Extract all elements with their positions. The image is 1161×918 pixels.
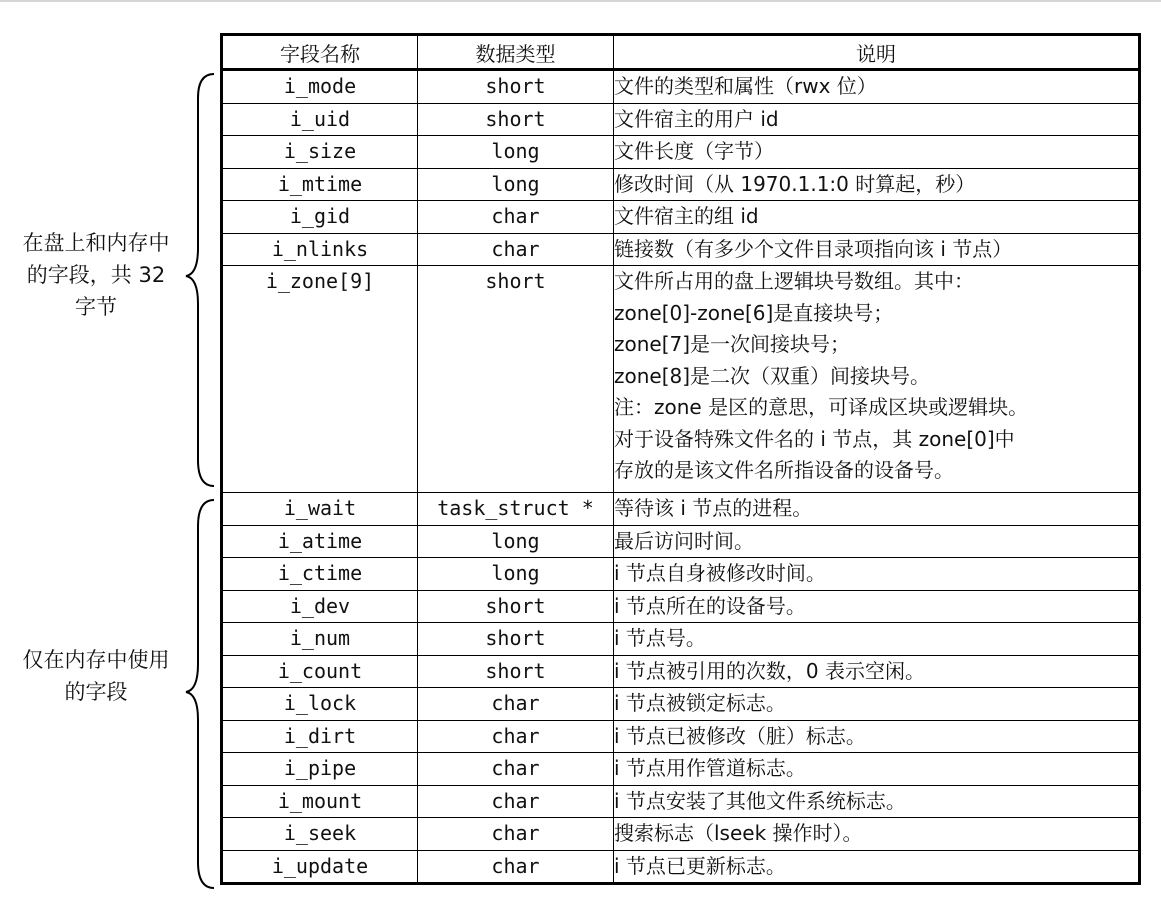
data-type: long: [418, 168, 614, 201]
description-line: 文件所占用的盘上逻辑块号数组。其中：: [614, 269, 974, 293]
table-row: [222, 70, 1140, 104]
group-label-line: 字节: [75, 295, 117, 319]
description: i 节点号。: [614, 623, 1140, 656]
description: 文件的类型和属性（rwx 位）: [614, 70, 1140, 104]
table-row: [222, 168, 1140, 201]
table-row: [222, 818, 1140, 851]
data-type: char: [418, 688, 614, 721]
field-name: i_zone[9]: [222, 266, 418, 493]
data-type: short: [418, 623, 614, 656]
table-row: [222, 623, 1140, 656]
brace-memory-group: [186, 500, 214, 888]
table-row: [222, 233, 1140, 266]
description-line: 对于设备特殊文件名的 i 节点，其 zone[0]中: [614, 426, 1015, 451]
table-row: [222, 136, 1140, 169]
table-row-zone: [222, 266, 1140, 493]
data-type: char: [418, 818, 614, 851]
field-name: i_size: [222, 136, 418, 169]
description-line: zone[0]-zone[6]是直接块号；: [614, 300, 894, 325]
data-type: char: [418, 753, 614, 786]
field-name: i_mode: [222, 70, 418, 104]
data-type: long: [418, 558, 614, 591]
table-row: [222, 590, 1140, 623]
table-row: [222, 558, 1140, 591]
data-type: short: [418, 590, 614, 623]
description: i 节点用作管道标志。: [614, 753, 1140, 786]
field-name: i_gid: [222, 201, 418, 234]
description: i 节点被引用的次数，0 表示空闲。: [614, 655, 1140, 688]
brace-disk-group: [186, 74, 214, 486]
field-name: i_dev: [222, 590, 418, 623]
top-divider-line: [0, 0, 1161, 2]
description: 链接数（有多少个文件目录项指向该 i 节点）: [614, 233, 1140, 266]
data-type: char: [418, 201, 614, 234]
data-type: long: [418, 525, 614, 558]
field-name: i_pipe: [222, 753, 418, 786]
group-label-line: 在盘上和内存中: [22, 231, 170, 255]
description-line: 注：zone 是区的意思，可译成区块或逻辑块。: [614, 395, 1029, 419]
field-name: i_update: [222, 850, 418, 884]
description-line: zone[7]是一次间接块号；: [614, 332, 851, 356]
group-label-line: 的字段，共 32: [26, 263, 166, 287]
data-type: char: [418, 850, 614, 884]
description: 最后访问时间。: [614, 525, 1140, 558]
description: i 节点自身被修改时间。: [614, 558, 1140, 591]
field-name: i_num: [222, 623, 418, 656]
field-name: i_atime: [222, 525, 418, 558]
header-description: 说明: [614, 35, 1140, 70]
description: i 节点被锁定标志。: [614, 688, 1140, 721]
table-row: [222, 785, 1140, 818]
data-type: task_struct *: [418, 493, 614, 526]
data-type: char: [418, 720, 614, 753]
data-type: short: [418, 103, 614, 136]
header-data-type: 数据类型: [418, 35, 614, 70]
description: 等待该 i 节点的进程。: [614, 493, 1140, 526]
header-field-name: 字段名称: [222, 35, 418, 70]
description-line: zone[8]是二次（双重）间接块号。: [614, 363, 931, 388]
description: 文件宿主的用户 id: [614, 103, 1140, 136]
description: i 节点所在的设备号。: [614, 590, 1140, 623]
table-row: [222, 720, 1140, 753]
inode-fields-table: [220, 33, 1141, 885]
description: 搜索标志（lseek 操作时）。: [614, 818, 1140, 851]
description: 文件宿主的组 id: [614, 201, 1140, 234]
field-name: i_dirt: [222, 720, 418, 753]
field-name: i_lock: [222, 688, 418, 721]
table-row: [222, 688, 1140, 721]
table-row: [222, 493, 1140, 526]
group-label-memory-only: [6, 644, 186, 708]
description: i 节点安装了其他文件系统标志。: [614, 785, 1140, 818]
field-name: i_uid: [222, 103, 418, 136]
description: 修改时间（从 1970.1.1:0 时算起，秒）: [614, 168, 1140, 201]
field-name: i_seek: [222, 818, 418, 851]
description: 文件长度（字节）: [614, 136, 1140, 169]
data-type: long: [418, 136, 614, 169]
field-name: i_mount: [222, 785, 418, 818]
group-label-disk-and-memory: [6, 227, 186, 323]
group-label-line: 的字段: [64, 680, 128, 704]
table-row: [222, 655, 1140, 688]
table-row: [222, 525, 1140, 558]
table-row: [222, 103, 1140, 136]
curly-braces: [180, 60, 220, 900]
data-type: short: [418, 655, 614, 688]
field-name: i_mtime: [222, 168, 418, 201]
description-line: 存放的是该文件名所指设备的设备号。: [614, 458, 954, 482]
table-row: [222, 850, 1140, 884]
field-name: i_wait: [222, 493, 418, 526]
description: [614, 266, 1140, 493]
data-type: short: [418, 266, 614, 493]
field-name: i_ctime: [222, 558, 418, 591]
data-type: char: [418, 233, 614, 266]
data-type: char: [418, 785, 614, 818]
table-row: [222, 201, 1140, 234]
table-header-row: [222, 35, 1140, 70]
data-type: short: [418, 70, 614, 104]
table-row: [222, 753, 1140, 786]
description: i 节点已被修改（脏）标志。: [614, 720, 1140, 753]
group-label-line: 仅在内存中使用: [22, 648, 170, 672]
description: i 节点已更新标志。: [614, 850, 1140, 884]
field-name: i_count: [222, 655, 418, 688]
field-name: i_nlinks: [222, 233, 418, 266]
